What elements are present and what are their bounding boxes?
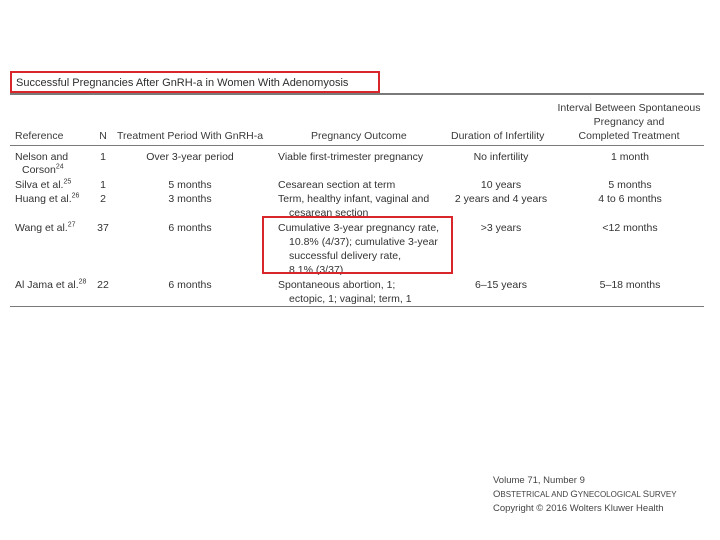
cell-treatment: 6 months (168, 279, 212, 291)
cell-outcome: Cumulative 3-year pregnancy rate, (278, 222, 440, 234)
cell-outcome-line4: 8.1% (3/37) (289, 264, 344, 276)
citation-superscript: 24 (55, 163, 64, 171)
citation-superscript: 27 (67, 221, 76, 229)
cell-n: 1 (100, 151, 106, 163)
cell-duration: 6–15 years (475, 279, 527, 291)
cell-outcome-line2: 10.8% (4/37); cumulative 3-year (289, 236, 438, 248)
table-top-rule (10, 93, 704, 95)
citation-superscript: 26 (71, 192, 80, 200)
header-rule (10, 145, 704, 146)
cell-reference: Silva et al.$^{25}$ (15, 178, 72, 191)
cell-interval: 5 months (608, 179, 652, 191)
header-interval-2: Pregnancy and (593, 116, 665, 128)
footer-journal: OBSTETRICAL AND GYNECOLOGICAL SURVEY (493, 489, 677, 500)
cell-outcome: Cesarean section at term (278, 179, 396, 191)
header-duration: Duration of Infertility (451, 130, 545, 142)
cell-duration: 2 years and 4 years (454, 193, 548, 205)
cell-outcome: Term, healthy infant, vaginal and (278, 193, 430, 205)
cell-reference: Huang et al.$^{26}$ (15, 192, 80, 205)
cell-outcome-line2: ectopic, 1; vaginal; term, 1 (289, 293, 412, 305)
header-treatment: Treatment Period With GnRH-a (117, 130, 264, 142)
cell-duration: No infertility (473, 151, 529, 163)
cell-duration: >3 years (480, 222, 522, 234)
cell-outcome: Viable first-trimester pregnancy (278, 151, 424, 163)
cell-treatment: Over 3-year period (146, 151, 234, 163)
header-n: N (99, 130, 107, 142)
cell-interval: 1 month (611, 151, 649, 163)
cell-duration: 10 years (480, 179, 522, 191)
cell-reference: Wang et al.$^{27}$ (15, 221, 76, 234)
cell-reference: Al Jama et al.$^{28}$ (15, 278, 87, 291)
table-title: Successful Pregnancies After GnRH-a in Women With Adenomyosis (16, 77, 349, 89)
citation-superscript: 28 (78, 278, 87, 286)
cell-n: 37 (97, 222, 109, 234)
cell-interval: 5–18 months (599, 279, 661, 291)
footer-copyright: Copyright © 2016 Wolters Kluwer Health (493, 503, 664, 514)
cell-n: 22 (97, 279, 109, 291)
cell-outcome-line3: successful delivery rate, (289, 250, 402, 262)
cell-outcome: Spontaneous abortion, 1; (278, 279, 396, 291)
table-bottom-rule (10, 306, 704, 307)
cell-interval: 4 to 6 months (598, 193, 662, 205)
cell-interval: <12 months (602, 222, 658, 234)
cell-treatment: 5 months (168, 179, 212, 191)
header-reference: Reference (15, 130, 64, 142)
cell-reference-line2: Corson$^{24}$ (22, 163, 64, 176)
header-interval-1: Interval Between Spontaneous (557, 102, 701, 114)
cell-treatment: 3 months (168, 193, 212, 205)
footer-volume: Volume 71, Number 9 (493, 475, 585, 486)
header-outcome: Pregnancy Outcome (311, 130, 407, 142)
cell-reference: Nelson and (15, 151, 69, 163)
cell-n: 1 (100, 179, 106, 191)
citation-superscript: 25 (63, 178, 72, 186)
cell-treatment: 6 months (168, 222, 212, 234)
header-interval-3: Completed Treatment (578, 130, 680, 142)
cell-outcome-line2: cesarean section (289, 207, 369, 219)
outcome-highlight-box (262, 216, 453, 274)
cell-n: 2 (100, 193, 106, 205)
